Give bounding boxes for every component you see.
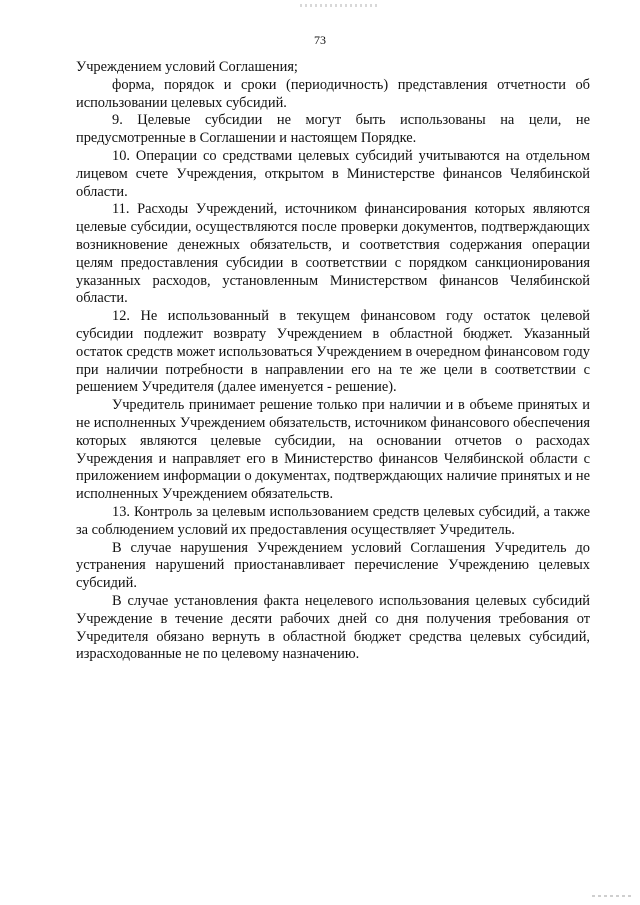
scan-artifact-top — [300, 4, 380, 7]
scan-artifact-bottom — [592, 895, 632, 897]
paragraph-item-12: 12. Не использованный в текущем финансовом году остаток целевой субсидии подлежит возврату Учреждением в областной бюджет. Указанный остаток средств может использоваться Учреждением в очередном финансовом году при наличии потребности в направлении его на те же цели в соответствии с решением Учредителя (далее именуется - решение). — [76, 308, 590, 396]
paragraph-misuse-refund: В случае установления факта нецелевого использования целевых субсидий Учреждение в течение десяти рабочих дней со дня получения требования от Учредителя обязано вернуть в областной бюджет средства целевых субсидий, израсходованные не по целевому назначению. — [76, 592, 590, 663]
paragraph-item-10: 10. Операции со средствами целевых субсидий учитываются на отдельном лицевом счете Учреждения, открытом в Министерстве финансов Челябинской области. — [76, 147, 590, 200]
paragraph-item-13: 13. Контроль за целевым использованием средств целевых субсидий, а также за соблюдением условий их предоставления осуществляет Учредитель. — [76, 503, 590, 538]
document-body — [76, 59, 590, 664]
page-number: 73 — [314, 33, 326, 47]
paragraph-violation-suspension: В случае нарушения Учреждением условий Соглашения Учредитель до устранения нарушений приостанавливает перечисление Учреждению целевых субсидий. — [76, 539, 590, 592]
paragraph-founder-decision: Учредитель принимает решение только при наличии и в объеме принятых и не исполненных Учреждением обязательств, источником финансового обеспечения которых являются целевые субсидии, на основании отчетов о расходах Учреждения и направляет его в Министерство финансов Челябинской области с приложением информации о документах, подтверждающих наличие принятых и не исполненных Учреждением обязательств. — [76, 397, 590, 503]
paragraph-item-11: 11. Расходы Учреждений, источником финансирования которых являются целевые субсидии, осуществляются после проверки документов, подтверждающих возникновение денежных обязательств, и соответствия содержания операции целям предоставления субсидии в соответствии с порядком санкционирования указанных расходов, установленным Министерством финансов Челябинской области. — [76, 201, 590, 307]
paragraph-continuation: Учреждением условий Соглашения; — [76, 59, 298, 75]
paragraph-item-9: 9. Целевые субсидии не могут быть использованы на цели, не предусмотренные в Соглашении и настоящем Порядке. — [76, 112, 590, 147]
paragraph-reporting-form: форма, порядок и сроки (периодичность) представления отчетности об использовании целевых субсидий. — [76, 76, 590, 111]
